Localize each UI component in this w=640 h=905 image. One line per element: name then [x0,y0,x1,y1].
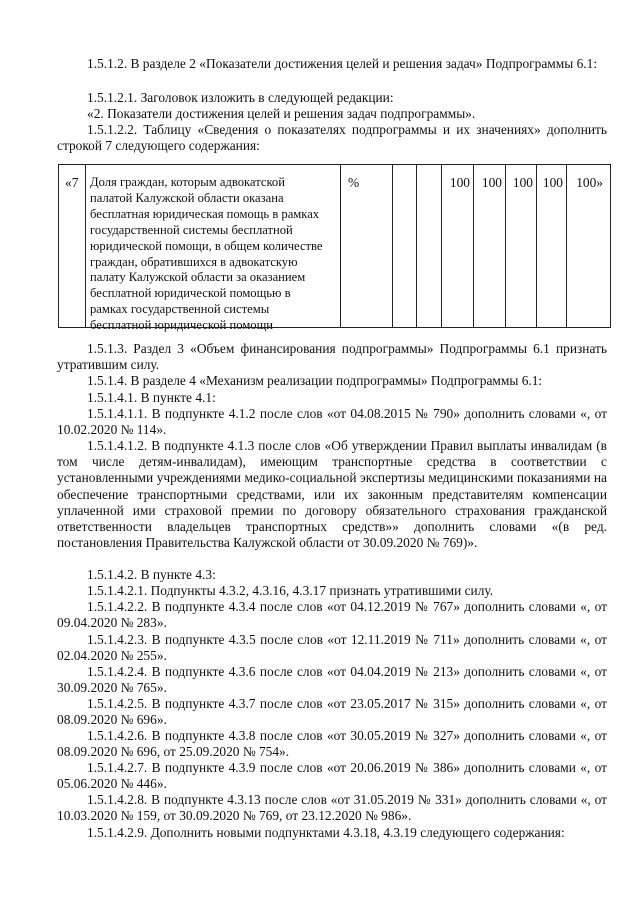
paragraph-1-5-1-4-2-4: 1.5.1.4.2.4. В подпункте 4.3.6 после слов «от 04.04.2019 № 213» дополнить словами «, от 30.09.2020 № 765». [57,664,607,696]
paragraph-new-heading: «2. Показатели достижения целей и решения задач подпрограммы». [87,106,476,121]
indicator-unit: % [348,175,360,190]
table-divider [340,165,341,327]
indicator-value: 100 [481,175,502,190]
table-divider [416,165,417,327]
paragraph-1-5-1-4-2-2: 1.5.1.4.2.2. В подпункте 4.3.4 после слов «от 04.12.2019 № 767» дополнить словами «, от 09.04.2020 № 283». [57,599,607,631]
paragraph-1-5-1-4-1: 1.5.1.4.1. В пункте 4.1: [87,390,216,405]
paragraph-1-5-1-4-1-1: 1.5.1.4.1.1. В подпункте 4.1.2 после слов «от 04.08.2015 № 790» дополнить словами «, от 10.02.2020 № 114». [57,406,607,438]
paragraph-1-5-1-4-2-3: 1.5.1.4.2.3. В подпункте 4.3.5 после слов «от 12.11.2019 № 711» дополнить словами «, от 02.04.2020 № 255». [57,632,607,664]
table-divider [392,165,393,327]
paragraph-1-5-1-4-1-2: 1.5.1.4.1.2. В подпункте 4.1.3 после слов «Об утверждении Правил выплаты инвалидам (в том числе детям-инвалидам), имеющим транспортные средства в соответствии с установленными учреждениями медико-социальной экспертизы медицинскими показаниями на обеспечение транспортными средствами, или их законным представителям компенсации уплаченной ими страховой премии по договору обязательного страхования гражданской ответственности владельцев транспортных средств»» дополнить словами «(в ред. постановления Правительства Калужской области от 30.09.2020 № 769)». [57,438,607,551]
paragraph-1-5-1-4: 1.5.1.4. В разделе 4 «Механизм реализации подпрограммы» Подпрограммы 6.1: [87,373,543,388]
indicator-value: 100 [542,175,563,190]
paragraph-1-5-1-4-2-5: 1.5.1.4.2.5. В подпункте 4.3.7 после слов «от 23.05.2017 № 315» дополнить словами «, от 08.09.2020 № 696». [57,696,607,728]
paragraph-1-5-1-4-2: 1.5.1.4.2. В пункте 4.3: [87,567,216,582]
paragraph-1-5-1-4-2-7: 1.5.1.4.2.7. В подпункте 4.3.9 после слов «от 20.06.2019 № 386» дополнить словами «, от 05.06.2020 № 446». [57,760,607,792]
indicator-table-row [58,164,611,333]
table-divider [85,165,86,327]
indicator-description: Доля граждан, которым адвокатской палатой Калужской области оказана бесплатная юридическая помощь в рамках государственной системы бесплатной юридической помощи, в общем количестве граждан, обратившихся в адвокатскую палату Калужской области за оказанием бесплатной юридической помощью в рамках государственной системы бесплатной юридической помощи [90,175,323,333]
paragraph-1-5-1-4-2-9: 1.5.1.4.2.9. Дополнить новыми подпунктами 4.3.18, 4.3.19 следующего содержания: [87,825,565,840]
row-number: «7 [65,175,79,190]
indicator-value: 100» [576,175,603,190]
paragraph-1-5-1-2-1: 1.5.1.2.1. Заголовок изложить в следующей редакции: [87,90,394,105]
paragraph-1-5-1-4-2-8: 1.5.1.4.2.8. В подпункте 4.3.13 после слов «от 31.05.2019 № 331» дополнить словами «, от 10.03.2020 № 159, от 30.09.2020 № 769, от 23.12.2020 № 986». [57,792,607,824]
indicator-value: 100 [512,175,533,190]
paragraph-1-5-1-3: 1.5.1.3. Раздел 3 «Объем финансирования подпрограммы» Подпрограммы 6.1 признать утратившим силу. [57,341,607,373]
paragraph-1-5-1-4-2-1: 1.5.1.4.2.1. Подпункты 4.3.2, 4.3.16, 4.3.17 признать утратившими силу. [87,583,494,598]
paragraph-1-5-1-4-2-6: 1.5.1.4.2.6. В подпункте 4.3.8 после слов «от 30.05.2019 № 327» дополнить словами «, от 08.09.2020 № 696, от 25.09.2020 № 754». [57,728,607,760]
paragraph-1-5-1-2-2: 1.5.1.2.2. Таблицу «Сведения о показателях подпрограммы и их значениях» дополнить строкой 7 следующего содержания: [57,122,607,154]
paragraph-1-5-1-2: 1.5.1.2. В разделе 2 «Показатели достижения целей и решения задач» Подпрограммы 6.1: [87,56,598,71]
indicator-value: 100 [449,175,470,190]
